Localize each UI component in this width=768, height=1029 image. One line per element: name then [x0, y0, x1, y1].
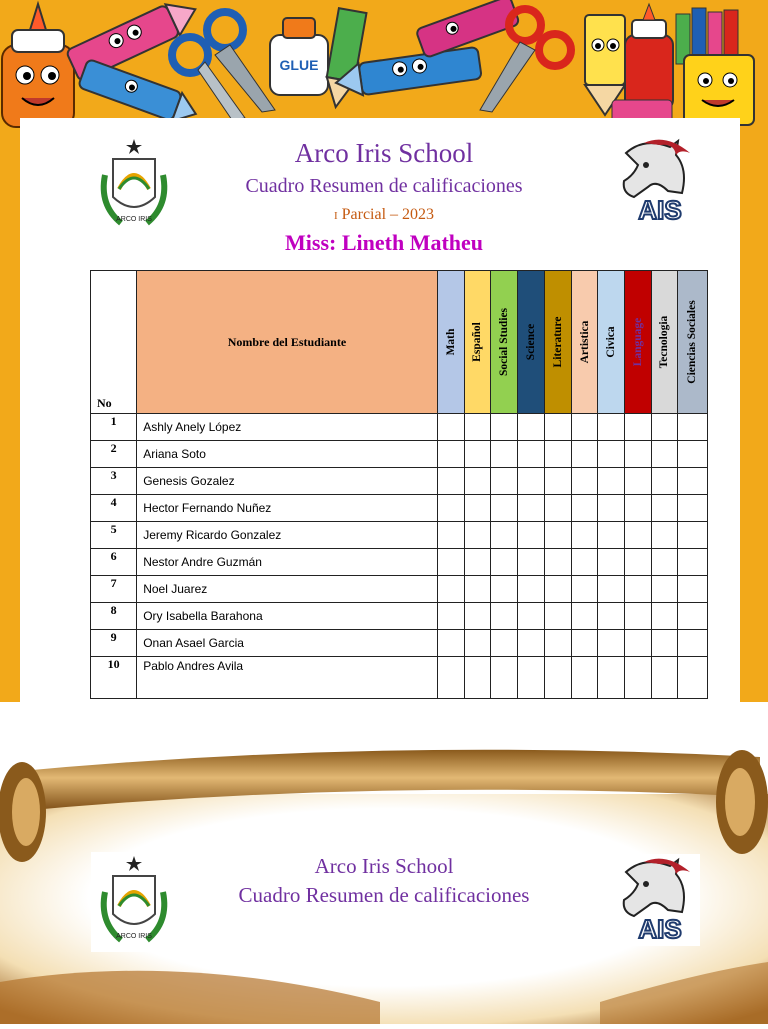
student-name: Onan Asael Garcia: [137, 630, 437, 657]
grade-cell[interactable]: [651, 441, 677, 468]
school-supplies-banner: [0, 0, 768, 130]
teacher-name: Miss: Lineth Matheu: [285, 230, 483, 255]
subject-header-social-studies: [490, 271, 517, 414]
grade-cell[interactable]: [464, 414, 490, 441]
student-name: Ashly Anely López: [137, 414, 437, 441]
grade-cell[interactable]: [598, 522, 624, 549]
no-column-header: No: [91, 271, 137, 414]
grade-cell[interactable]: [518, 630, 545, 657]
grade-cell[interactable]: [545, 468, 572, 495]
student-row: [91, 549, 708, 576]
subject-label: Tecnologia: [658, 315, 671, 369]
grade-cell[interactable]: [545, 441, 572, 468]
student-name: Noel Juarez: [137, 576, 437, 603]
subject-label: Español: [471, 322, 484, 362]
subject-label: Ciencias Sociales: [686, 300, 699, 384]
grade-cell[interactable]: [624, 657, 651, 699]
student-rows: [91, 414, 708, 699]
student-name: Genesis Gozalez: [137, 468, 437, 495]
grade-cell[interactable]: [651, 576, 677, 603]
grade-cell[interactable]: [572, 522, 598, 549]
grade-cell[interactable]: [437, 522, 464, 549]
grade-cell[interactable]: [572, 657, 598, 699]
subject-label: Literature: [552, 316, 565, 368]
grade-cell[interactable]: [598, 495, 624, 522]
grade-cell[interactable]: [598, 630, 624, 657]
grade-cell[interactable]: [464, 549, 490, 576]
grade-cell[interactable]: [624, 468, 651, 495]
subject-header-ciencias-sociales: [677, 271, 707, 414]
grade-cell[interactable]: [490, 657, 517, 699]
grade-cell[interactable]: [598, 468, 624, 495]
subject-header-tecnologia: [651, 271, 677, 414]
grade-cell[interactable]: [518, 495, 545, 522]
student-name: Ory Isabella Barahona: [137, 603, 437, 630]
subject-label: Language: [631, 317, 644, 367]
grade-cell[interactable]: [464, 468, 490, 495]
subject-header-literature: [545, 271, 572, 414]
grade-cell[interactable]: [651, 603, 677, 630]
grade-cell[interactable]: [490, 576, 517, 603]
grade-cell[interactable]: [624, 603, 651, 630]
student-number: 5: [91, 522, 137, 549]
grades-table: [90, 270, 708, 699]
report-title: Cuadro Resumen de calificaciones: [245, 175, 523, 197]
grade-cell[interactable]: [598, 576, 624, 603]
student-number: 1: [91, 414, 137, 441]
grade-cell[interactable]: [677, 468, 707, 495]
grade-cell[interactable]: [598, 414, 624, 441]
grade-cell[interactable]: [464, 657, 490, 699]
period-line: [0, 206, 768, 224]
student-row: [91, 522, 708, 549]
student-number: 7: [91, 576, 137, 603]
grade-cell[interactable]: [437, 657, 464, 699]
student-number: 3: [91, 468, 137, 495]
subject-header-artistica: [572, 271, 598, 414]
grade-cell[interactable]: [545, 576, 572, 603]
grade-cell[interactable]: [572, 441, 598, 468]
period-text: Parcial – 2023: [341, 206, 435, 223]
student-name: Nestor Andre Guzmán: [137, 549, 437, 576]
grade-cell[interactable]: [518, 441, 545, 468]
grade-cell[interactable]: [437, 414, 464, 441]
grade-cell[interactable]: [572, 549, 598, 576]
grade-cell[interactable]: [518, 414, 545, 441]
period-roman: I: [333, 210, 338, 222]
grade-cell[interactable]: [677, 549, 707, 576]
grade-cell[interactable]: [545, 657, 572, 699]
subject-label: Math: [444, 328, 457, 356]
grade-cell[interactable]: [624, 576, 651, 603]
grade-cell[interactable]: [598, 603, 624, 630]
student-row: [91, 657, 708, 699]
grade-cell[interactable]: [437, 468, 464, 495]
grade-cell[interactable]: [677, 657, 707, 699]
grade-cell[interactable]: [677, 522, 707, 549]
svg-text:ARCO IRIS: ARCO IRIS: [116, 933, 152, 940]
grade-cell[interactable]: [518, 549, 545, 576]
grade-cell[interactable]: [490, 603, 517, 630]
subject-header-civica: [598, 271, 624, 414]
grade-cell[interactable]: [464, 522, 490, 549]
grade-cell[interactable]: [598, 657, 624, 699]
student-row: [91, 468, 708, 495]
grade-cell[interactable]: [677, 441, 707, 468]
grade-cell[interactable]: [518, 603, 545, 630]
grade-cell[interactable]: [437, 441, 464, 468]
grade-cell[interactable]: [624, 441, 651, 468]
grade-cell[interactable]: [624, 630, 651, 657]
student-number: 2: [91, 441, 137, 468]
grade-cell[interactable]: [518, 468, 545, 495]
svg-text:AIS: AIS: [638, 914, 682, 944]
grade-cell[interactable]: [545, 549, 572, 576]
grade-cell[interactable]: [464, 603, 490, 630]
grade-cell[interactable]: [572, 414, 598, 441]
student-number: 8: [91, 603, 137, 630]
grade-cell[interactable]: [464, 441, 490, 468]
student-row: [91, 576, 708, 603]
svg-text:ARCO IRIS: ARCO IRIS: [116, 216, 152, 223]
grade-cell[interactable]: [677, 414, 707, 441]
grade-cell[interactable]: [598, 441, 624, 468]
student-number: 9: [91, 630, 137, 657]
grade-cell[interactable]: [624, 522, 651, 549]
student-row: [91, 495, 708, 522]
student-number: 10: [91, 657, 137, 699]
student-row: [91, 441, 708, 468]
subject-header-espa-ol: [464, 271, 490, 414]
table-header-row: [91, 271, 708, 414]
grade-cell[interactable]: [437, 495, 464, 522]
grade-cell[interactable]: [651, 522, 677, 549]
grade-cell[interactable]: [545, 522, 572, 549]
subject-label: Artistica: [578, 320, 591, 364]
grade-cell[interactable]: [651, 414, 677, 441]
student-name: Pablo Andres Avila: [137, 657, 437, 699]
student-name: Hector Fernando Nuñez: [137, 495, 437, 522]
grade-cell[interactable]: [464, 495, 490, 522]
grade-cell[interactable]: [490, 414, 517, 441]
grade-cell[interactable]: [651, 630, 677, 657]
grade-cell[interactable]: [651, 495, 677, 522]
grade-cell[interactable]: [437, 630, 464, 657]
grade-cell[interactable]: [437, 576, 464, 603]
grade-cell[interactable]: [572, 630, 598, 657]
school-name: Arco Iris School: [294, 138, 474, 168]
grade-cell[interactable]: [518, 522, 545, 549]
grade-cell[interactable]: [572, 495, 598, 522]
svg-text:GLUE: GLUE: [279, 57, 319, 73]
grade-cell[interactable]: [490, 495, 517, 522]
grade-cell[interactable]: [598, 549, 624, 576]
student-name: Jeremy Ricardo Gonzalez: [137, 522, 437, 549]
grade-cell[interactable]: [624, 414, 651, 441]
grade-cell[interactable]: [545, 495, 572, 522]
grade-cell[interactable]: [624, 549, 651, 576]
grade-cell[interactable]: [651, 468, 677, 495]
grade-cell[interactable]: [490, 549, 517, 576]
student-row: [91, 603, 708, 630]
grade-cell[interactable]: [490, 630, 517, 657]
grade-cell[interactable]: [651, 549, 677, 576]
grade-cell[interactable]: [677, 630, 707, 657]
grade-cell[interactable]: [572, 603, 598, 630]
grade-cell[interactable]: [464, 576, 490, 603]
page-two-school-name: Arco Iris School: [314, 854, 454, 878]
subject-label: Civica: [604, 326, 617, 358]
grade-cell[interactable]: [490, 522, 517, 549]
student-row: [91, 630, 708, 657]
grade-cell[interactable]: [518, 657, 545, 699]
grade-cell[interactable]: [518, 576, 545, 603]
page-two: [0, 702, 768, 1024]
grade-cell[interactable]: [651, 657, 677, 699]
page-two-report-title: Cuadro Resumen de calificaciones: [238, 883, 530, 907]
student-row: [91, 414, 708, 441]
grade-cell[interactable]: [545, 414, 572, 441]
grade-cell[interactable]: [545, 603, 572, 630]
grade-cell[interactable]: [464, 630, 490, 657]
student-number: 4: [91, 495, 137, 522]
grade-cell[interactable]: [490, 441, 517, 468]
grade-cell[interactable]: [572, 468, 598, 495]
grade-cell[interactable]: [677, 495, 707, 522]
grade-cell[interactable]: [490, 468, 517, 495]
student-number: 6: [91, 549, 137, 576]
grade-cell[interactable]: [437, 549, 464, 576]
svg-text:AIS: AIS: [638, 195, 682, 225]
subject-header-math: [437, 271, 464, 414]
grade-cell[interactable]: [437, 603, 464, 630]
grade-cell[interactable]: [572, 576, 598, 603]
grade-cell[interactable]: [677, 603, 707, 630]
subject-header-science: [518, 271, 545, 414]
subject-label: Social Studies: [497, 307, 510, 377]
student-name-column-header: Nombre del Estudiante: [137, 271, 437, 414]
student-name: Ariana Soto: [137, 441, 437, 468]
subject-header-language: [624, 271, 651, 414]
grade-cell[interactable]: [677, 576, 707, 603]
subject-label: Science: [525, 323, 538, 361]
grade-cell[interactable]: [545, 630, 572, 657]
grade-cell[interactable]: [624, 495, 651, 522]
